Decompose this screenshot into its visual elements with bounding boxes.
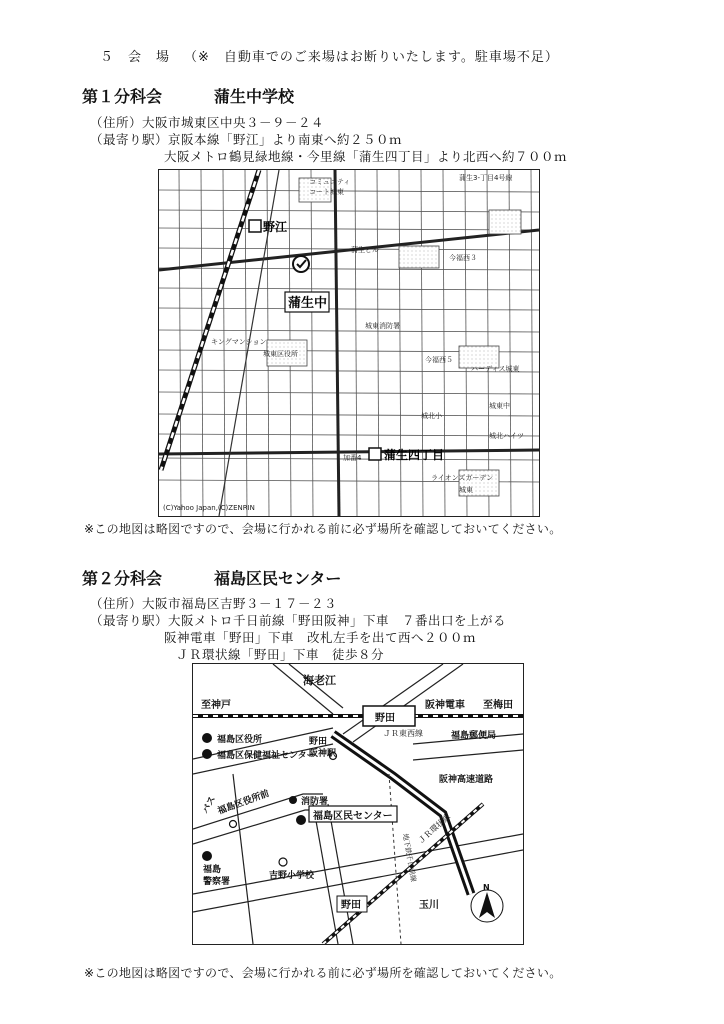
map2-label-yoshino: 吉野小学校 — [269, 871, 315, 881]
map1-label-joto-ward: 城東区役所 — [263, 350, 298, 358]
map1-label-gamou-bldg: 蒲生ビル — [351, 246, 379, 254]
map2-label-post: 福島郵便局 — [451, 731, 497, 741]
map2-label-ward-office: 福島区役所 — [217, 735, 263, 745]
section2-address: （住所）大阪市福島区吉野３－１７－２３ — [90, 596, 338, 611]
map2-label-highway: 阪神高速道路 — [439, 775, 494, 785]
map1-label-court: コート城東 — [309, 188, 344, 196]
map2-label-noda-bottom: 野田 — [341, 900, 361, 911]
section2-heading — [82, 566, 341, 589]
section1-map-drawing — [159, 170, 539, 516]
section1-station-1: （最寄り駅）京阪本線「野江」より南東へ約２５０ｍ — [90, 132, 403, 147]
map2-label-bus: バス — [200, 794, 219, 816]
section2-map — [192, 663, 524, 945]
section2-station-3: ＪＲ環状線「野田」下車 徒歩８分 — [176, 647, 385, 662]
gamou4-station-marker — [369, 447, 444, 462]
section2-station-2: 阪神電車「野田」下車 改札左手を出て西へ２００ｍ — [164, 630, 477, 645]
map1-label-joto-mansion: 城東 — [459, 486, 473, 494]
section2-map-note: ※この地図は略図ですので、会場に行かれる前に必ず場所を確認しておいてください。 — [84, 966, 562, 980]
section1-station-2: 大阪メトロ鶴見緑地線・今里線「蒲生四丁目」より北西へ約７００ｍ — [164, 149, 568, 164]
health-center-dot — [202, 749, 212, 759]
map2-label-ebie: 海老江 — [303, 674, 336, 687]
fire-station-dot — [289, 796, 297, 804]
section2-name: 福島区民センター — [214, 569, 342, 588]
section1-map-note: ※この地図は略図ですので、会場に行かれる前に必ず場所を確認しておいてください。 — [84, 522, 562, 536]
map1-label-gamou3: 蒲生3-丁目4号線 — [459, 174, 513, 182]
map2-label-hanshin: 阪神電車 — [425, 700, 465, 711]
map1-label-gamou4: 蒲生四丁目 — [384, 448, 445, 462]
map1-label-heights: ハーディス城東 — [471, 365, 520, 373]
venue-number: ５ — [100, 50, 115, 65]
map2-label-noda-station: 野田 — [375, 713, 395, 724]
map1-label-lions: ライオンズガーデン — [431, 474, 494, 482]
map1-label-kamo4: 今福西５ — [425, 356, 453, 364]
venue-line — [100, 46, 559, 65]
bus-stop-marker — [230, 821, 237, 828]
school-marker — [279, 858, 287, 866]
map2-label-sennichimae: 地下鉄千日前線 — [401, 832, 418, 883]
map1-label-king: キングマンション — [211, 338, 267, 346]
map2-label-to-kobe: 至神戸 — [201, 700, 231, 711]
map2-label-health: 福島区保健福祉センター — [217, 751, 316, 761]
civic-center-dot — [296, 815, 306, 825]
map1-label-noe: 野江 — [263, 220, 288, 234]
section1-map — [158, 169, 540, 517]
map2-label-civic-center: 福島区民センター — [313, 811, 393, 822]
venue-note: （※ 自動車でのご来場はお断りいたします。駐車場不足） — [184, 50, 559, 65]
map2-label-jr-loop: ＪＲ環状線 — [416, 812, 453, 846]
map1-label-copyright: (C)Yahoo Japan,(C)ZENRIN — [163, 504, 255, 512]
map2-label-noda: 野田 — [309, 737, 328, 747]
section1-address: （住所）大阪市城東区中央３－９－２４ — [90, 115, 325, 130]
section2-map-drawing — [193, 664, 523, 944]
map1-label-joto-park: 城東中 — [489, 402, 510, 410]
section2-station-1: （最寄り駅）大阪メトロ千日前線「野田阪神」下車 ７番出口を上がる — [90, 613, 507, 628]
map1-label-community: コミュニティ — [309, 178, 351, 186]
section1-heading — [82, 84, 294, 107]
venue-label: 会 場 — [128, 50, 171, 65]
map1-label-joto-high: 城北小 — [421, 412, 442, 420]
map1-label-joto-heights: 城北ハイツ — [489, 432, 524, 440]
map1-label-fire: 城東消防署 — [365, 322, 400, 330]
map1-label-road4: 加番4 — [343, 454, 362, 462]
map1-label-gamou-chu: 蒲生中 — [288, 296, 328, 311]
map2-label-jr-tozai: ＪＲ東西線 — [383, 729, 423, 738]
ward-office-dot — [202, 733, 212, 743]
map2-label-noda-hanshin: 阪神駅 — [309, 749, 337, 759]
map2-label-police1: 福島 — [203, 865, 222, 875]
map2-label-north: N — [483, 883, 490, 892]
police-dot — [202, 851, 212, 861]
section1-number: 第１分科会 — [82, 87, 163, 106]
map2-label-police2: 警察署 — [203, 877, 231, 887]
map2-label-fire: 消防署 — [301, 797, 329, 807]
map2-label-bus-stop: 福島区役所前 — [216, 788, 271, 817]
map2-label-to-umeda: 至梅田 — [483, 700, 513, 711]
noe-station-marker — [249, 219, 288, 234]
map2-label-tamagawa: 玉川 — [419, 900, 439, 911]
section2-number: 第２分科会 — [82, 569, 163, 588]
map1-label-imafuku: 今福西３ — [449, 254, 477, 262]
section1-name: 蒲生中学校 — [214, 87, 295, 106]
